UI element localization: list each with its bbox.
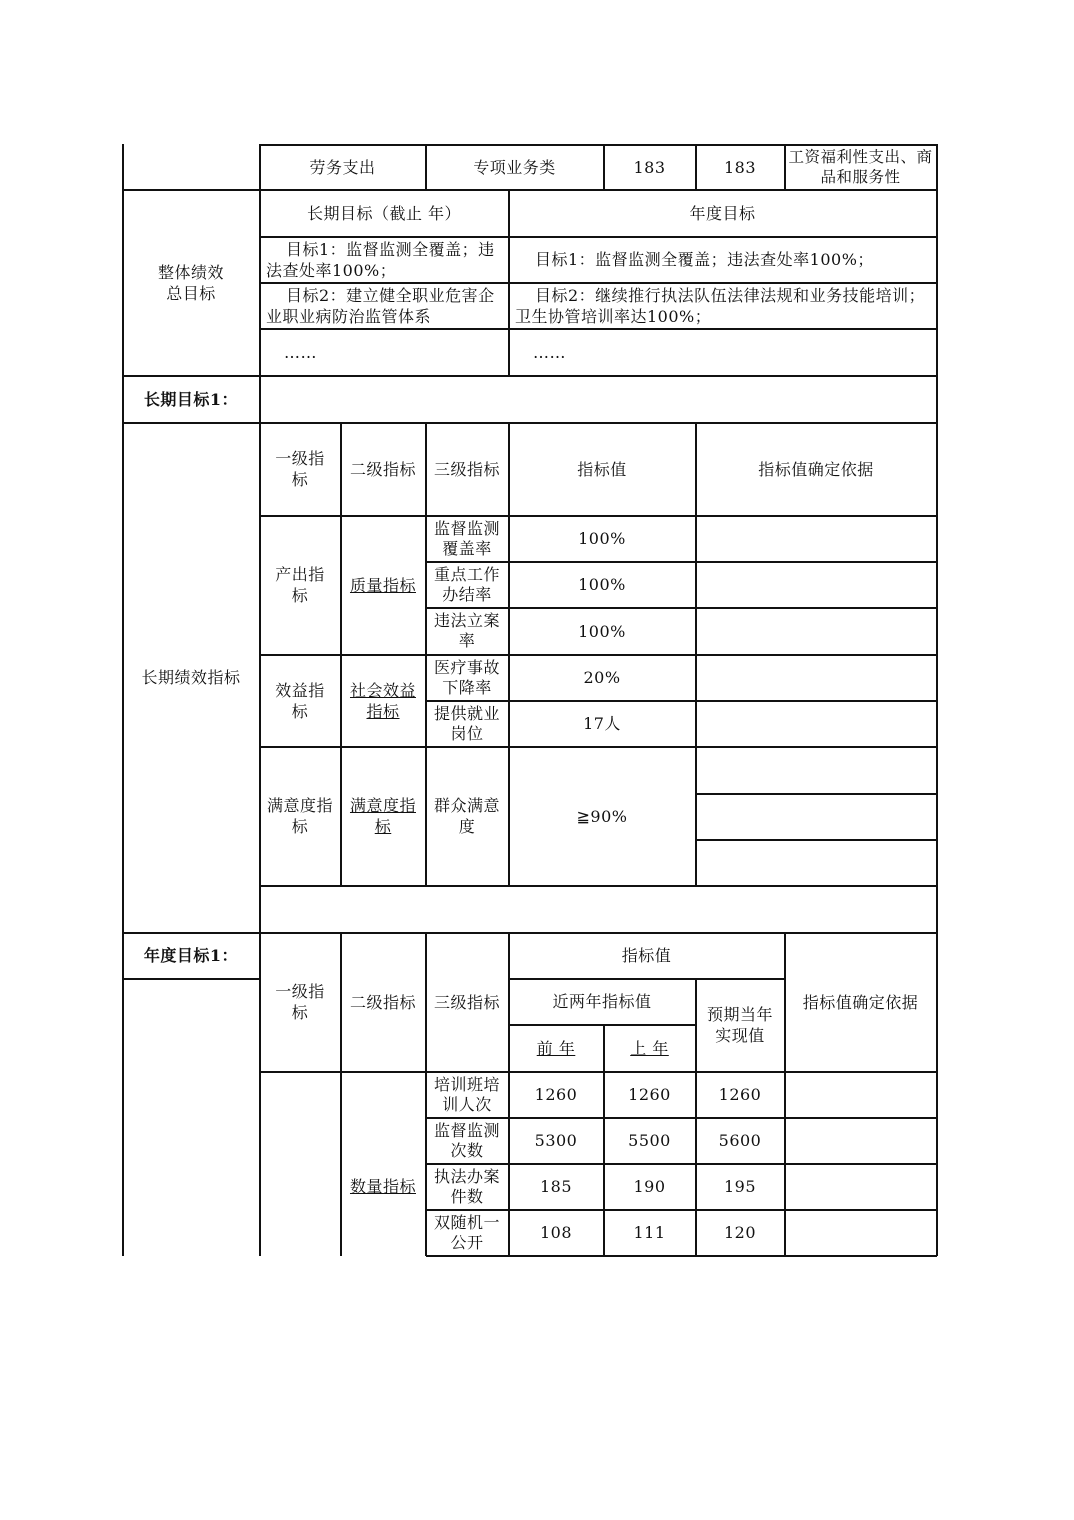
budget-amount-a: 183 <box>633 157 666 177</box>
rule <box>426 1255 937 1257</box>
an-last: 1260 <box>628 1085 671 1104</box>
long-term-goal-2: 目标2：建立健全职业危害企业职业病防治监管体系 <box>266 285 495 326</box>
lt-level3: 监督监测覆盖率 <box>433 518 500 558</box>
lt-level2-social: 社会效益指标 <box>349 680 416 721</box>
long-term-target-label: 长期目标1： <box>143 389 239 409</box>
an-header-level3: 三级指标 <box>433 992 500 1012</box>
budget-category: 专项业务类 <box>473 157 556 177</box>
lt-value: ≧90% <box>576 806 628 826</box>
lt-header-level3: 三级指标 <box>433 459 500 479</box>
lt-header-level2: 二级指标 <box>349 459 416 479</box>
an-level3: 执法办案件数 <box>433 1166 500 1206</box>
lt-value: 100% <box>578 529 626 548</box>
lt-value: 100% <box>578 575 626 594</box>
long-term-header: 长期目标（截止 年） <box>306 203 462 223</box>
an-expected: 120 <box>723 1223 757 1242</box>
an-header-last-year: 上 年 <box>630 1038 669 1058</box>
long-term-section-label: 长期绩效指标 <box>141 668 241 687</box>
an-level3: 培训班培训人次 <box>433 1074 500 1114</box>
an-level3: 监督监测次数 <box>433 1120 500 1160</box>
budget-item: 劳务支出 <box>309 157 376 177</box>
lt-value: 17人 <box>583 714 621 733</box>
lt-level2-quality: 质量指标 <box>349 575 416 595</box>
annual-header: 年度目标 <box>689 203 756 223</box>
lt-level1-benefit: 效益指标 <box>275 680 325 721</box>
lt-value: 100% <box>578 621 626 641</box>
annual-goal-1: 目标1：监督监测全覆盖；违法查处率100%； <box>535 250 874 269</box>
rule <box>260 885 937 887</box>
lt-level3: 提供就业岗位 <box>433 703 500 743</box>
lt-level3: 重点工作办结率 <box>433 564 500 604</box>
an-last: 190 <box>633 1177 666 1196</box>
an-last: 111 <box>633 1223 666 1242</box>
lt-level3: 群众满意度 <box>433 796 500 836</box>
an-expected: 195 <box>723 1177 757 1196</box>
long-term-goal-more: …… <box>284 342 317 362</box>
lt-value: 20% <box>583 668 621 687</box>
an-level2-quantity: 数量指标 <box>349 1177 416 1196</box>
an-prev: 1260 <box>534 1085 578 1104</box>
lt-level2-satisfaction: 满意度指标 <box>349 796 416 836</box>
rule <box>259 375 261 422</box>
an-header-value: 指标值 <box>621 946 672 965</box>
an-prev: 185 <box>539 1177 573 1196</box>
an-last: 5500 <box>628 1131 671 1150</box>
rule <box>696 839 937 841</box>
an-header-expected: 预期当年实现值 <box>706 1005 773 1045</box>
lt-header-basis: 指标值确定依据 <box>758 459 874 479</box>
an-expected: 1260 <box>718 1085 762 1104</box>
an-prev: 5300 <box>534 1131 578 1150</box>
long-term-goal-1: 目标1：监督监测全覆盖；违法查处率100%； <box>266 239 495 280</box>
annual-goal-2: 目标2：继续推行执法队伍法律法规和业务技能培训；卫生协管培训率达100%； <box>515 285 926 326</box>
rule <box>122 978 260 980</box>
lt-level1-output: 产出指标 <box>275 565 325 605</box>
budget-note: 工资福利性支出、商品和服务性 <box>788 148 933 186</box>
an-header-level1: 一级指标 <box>275 982 325 1022</box>
annual-goal-more: …… <box>533 342 566 362</box>
an-header-recent: 近两年指标值 <box>552 992 652 1011</box>
rule <box>259 422 261 1256</box>
an-header-basis: 指标值确定依据 <box>802 992 919 1012</box>
annual-target-label: 年度目标1： <box>143 946 239 965</box>
lt-level3: 违法立案率 <box>433 611 500 650</box>
budget-amount-b: 183 <box>723 157 757 177</box>
lt-header-value: 指标值 <box>577 459 627 479</box>
rule <box>936 144 938 1256</box>
an-prev: 108 <box>539 1223 573 1242</box>
overall-label: 整体绩效总目标 <box>157 262 224 303</box>
an-header-level2: 二级指标 <box>349 992 416 1012</box>
lt-level3: 医疗事故下降率 <box>433 657 500 697</box>
lt-level1-satisfaction: 满意度指标 <box>266 796 333 836</box>
an-level3: 双随机一公开 <box>433 1212 500 1252</box>
an-header-prev-year: 前 年 <box>536 1038 576 1058</box>
rule <box>696 793 937 795</box>
an-expected: 5600 <box>718 1131 762 1150</box>
lt-header-level1: 一级指标 <box>275 449 325 489</box>
